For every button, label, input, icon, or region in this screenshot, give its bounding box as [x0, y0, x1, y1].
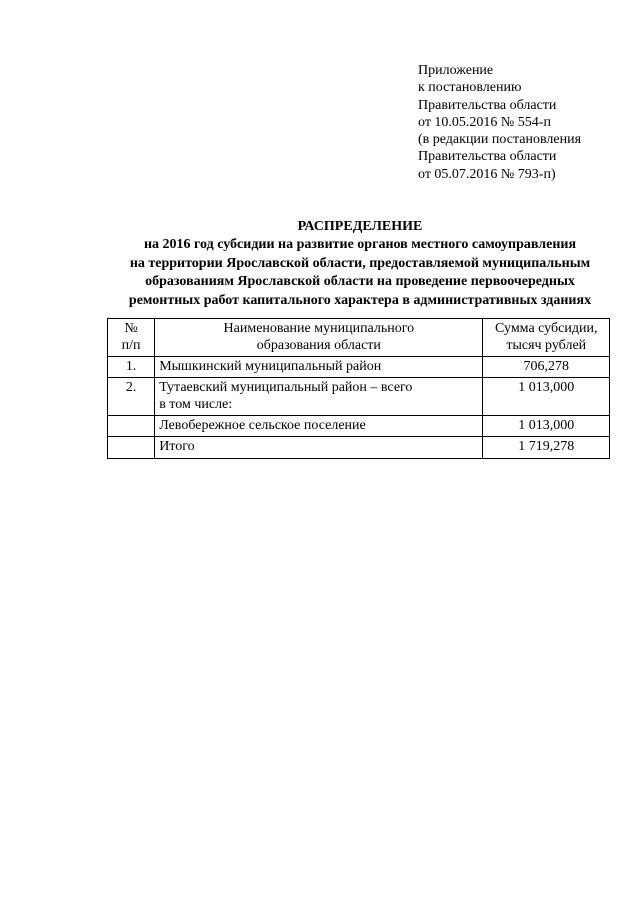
row-name: Левобережное сельское поселение — [155, 416, 483, 437]
appendix-line: Правительства области — [418, 97, 557, 113]
subtitle-line: на территории Ярославской области, предоставляемой муниципальным — [129, 255, 591, 271]
header-num: № п/п — [108, 319, 155, 357]
total-num — [108, 437, 155, 459]
subtitle-line: ремонтных работ капитального характера в административных зданиях — [128, 292, 592, 308]
header-name: Наименование муниципального образования области — [155, 319, 483, 357]
appendix-line: от 05.07.2016 № 793-п) — [418, 166, 556, 182]
table-row — [108, 357, 610, 378]
document-title: РАСПРЕДЕЛЕНИЕ — [297, 219, 423, 234]
header-sum: Сумма субсидии, тысяч рублей — [483, 319, 610, 357]
appendix-line: Приложение — [418, 63, 494, 78]
row-name: Тутаевский муниципальный район – всего в том числе: — [155, 378, 483, 416]
appendix-line: (в редакции постановления — [418, 132, 582, 148]
row-sum: 1 013,000 — [483, 416, 610, 437]
table-header-row — [108, 319, 610, 357]
total-sum: 1 719,278 — [483, 437, 610, 459]
subtitle-line: образованиям Ярославской области на проведение первоочередных — [145, 274, 575, 290]
appendix-block — [418, 62, 628, 183]
row-sum: 706,278 — [483, 357, 610, 378]
appendix-line: Правительства области — [418, 149, 557, 165]
row-name: Мышкинский муниципальный район — [155, 357, 483, 378]
appendix-line: к постановлению — [418, 80, 522, 96]
row-num — [108, 416, 155, 437]
table-row — [108, 378, 610, 416]
total-label: Итого — [155, 437, 483, 459]
row-num: 2. — [108, 378, 155, 416]
document-heading — [100, 218, 620, 310]
table-total-row — [108, 437, 610, 459]
appendix-line: от 10.05.2016 № 554-п — [418, 114, 551, 130]
distribution-table — [107, 318, 610, 459]
row-sum: 1 013,000 — [483, 378, 610, 416]
table-row — [108, 416, 610, 437]
row-num: 1. — [108, 357, 155, 378]
subtitle-line: на 2016 год субсидии на развитие органов местного самоуправления — [143, 237, 577, 253]
